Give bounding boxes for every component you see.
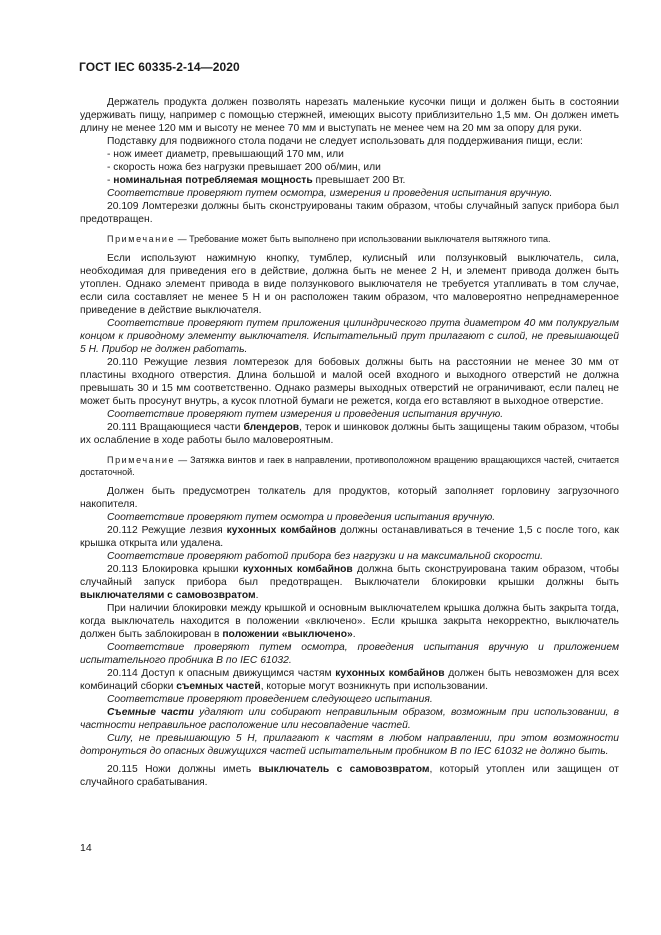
compliance-check-7: Соответствие проверяют проведением следующего испытания. (107, 694, 433, 705)
note-2: Примечание — Затяжка винтов и гаек в направлении, противоположном вращению вращающихся частей, считается достаточной. (80, 455, 619, 477)
paragraph-product-holder: Держатель продукта должен позволять нарезать маленькие кусочки пищи и должен быть в состоянии удерживать пищу, например с помощью стержней, имеющих высоту приблизительно 1,5 мм. Он должен иметь длину не менее 120 мм и высоту не менее 70 мм и выступать не менее чем на 20 мм за опору для руки. (80, 97, 619, 134)
paragraph-switch-force: Если используют нажимную кнопку, тумблер, кулисный или ползунковый выключатель, сила, необходимая для приведения его в действие, должна быть не менее 2 Н, и элемент привода должен быть утоплен. Однако элемент привода в виде ползункового выключателя не требуется утапливать в том случае, если сила составляет не менее 5 Н и он расположен таким образом, что маловероятно непреднамеренное приведение в действие выключателя. (80, 253, 619, 316)
term-self-resetting-switch: выключатель с самовозвратом (258, 764, 430, 775)
clause-20-109: 20.109 Ломтерезки должны быть сконструированы таким образом, чтобы случайный запуск прибора был предотвращен. (80, 201, 619, 225)
clause-20-112: 20.112 Режущие лезвия кухонных комбайнов должны останавливаться в течение 1,5 с после того, как крышка открыта или удалена. (80, 525, 620, 549)
compliance-check-3: Соответствие проверяют путем измерения и проведения испытания вручную. (107, 409, 504, 420)
list-item-rated-power: - номинальная потребляемая мощность превышает 200 Вт. (107, 175, 406, 186)
compliance-check-8: Съемные части удаляют или собирают неправильным образом, возможным при использовании, в частности неправильное расположение или несовпадение частей. (80, 707, 619, 731)
term-food-processors: кухонных комбайнов (242, 564, 353, 575)
term-rated-power: номинальная потребляемая мощность (113, 175, 313, 186)
compliance-check-2: Соответствие проверяют путем приложения цилиндрического прута диаметром 40 мм полукруглым концом к приводному элементу выключателя. Испытательный прут прилагают с силой, не превышающей 5 Н. Прибор не должен работать. (80, 318, 619, 355)
clause-20-111: 20.111 Вращающиеся части блендеров, терок и шинковок должны быть защищены таким образом, чтобы их ослабление в ходе работы было маловероятным. (80, 422, 619, 446)
term-food-processors: кухонных комбайнов (335, 668, 445, 679)
clause-20-115: 20.115 Ножи должны иметь выключатель с самовозвратом, который утоплен или защищен от случайного срабатывания. (80, 764, 619, 788)
clause-20-110: 20.110 Режущие лезвия ломтерезок для бобовых должны быть на расстоянии не менее 30 мм от пластины входного отверстия. Длина большой и малой осей входного и выходного отверстий не должна превышать 30 и 15 мм соответственно. Однако размеры выходных отверстий не ограничивают, если палец не может быть просунут внутрь, а кусок плотной бумаги не режется, когда его вставляют в выходное отверстие. (80, 357, 619, 407)
paragraph-feed-table: Подставку для подвижного стола подачи не следует использовать для поддерживания пищи, если: (107, 136, 583, 147)
clause-20-114: 20.114 Доступ к опасным движущимся частям кухонных комбайнов должен быть невозможен для всех комбинаций сборки съемных частей, которые могут возникнуть при использовании. (80, 668, 619, 692)
clause-20-113: 20.113 Блокировка крышки кухонных комбайнов должна быть сконструирована таким образом, чтобы случайный запуск прибора был предотвращен. Выключатели блокировки крышки должны быть выключателями с самовозвратом. (80, 564, 620, 601)
paragraph-pusher: Должен быть предусмотрен толкатель для продуктов, который заполняет горловину загрузочного накопителя. (80, 486, 619, 510)
term-self-resetting-switches: выключателями с самовозвратом (80, 590, 256, 601)
note-1: Примечание — Требование может быть выполнено при использовании выключателя вытяжного типа. (107, 234, 551, 244)
paragraph-interlock: При наличии блокировки между крышкой и основным выключателем крышка должна быть закрыта тогда, когда выключатель находится в положении «включено». Если крышка закрыта некорректно, выключатель должен быть заблокирован в положении «выключено». (80, 603, 619, 640)
term-food-processors: кухонных комбайнов (226, 525, 337, 536)
list-item-knife-speed: - скорость ножа без нагрузки превышает 200 об/мин, или (107, 162, 381, 173)
compliance-check-4: Соответствие проверяют путем осмотра и проведения испытания вручную. (107, 512, 496, 523)
standard-title: ГОСТ IEC 60335-2-14—2020 (79, 60, 240, 74)
compliance-check-6: Соответствие проверяют путем осмотра, проведения испытания вручную и приложением испытательного пробника B по IEC 61032. (80, 642, 619, 666)
term-blenders: блендеров (243, 422, 300, 433)
term-off-position: положении «выключено» (222, 629, 353, 640)
note-label: Примечание (107, 455, 176, 465)
list-item-knife-diameter: - нож имеет диаметр, превышающий 170 мм, или (107, 149, 344, 160)
term-detachable-parts: съемных частей (176, 681, 261, 692)
term-detachable-parts: Съемные части (107, 707, 194, 718)
compliance-check-9: Силу, не превышающую 5 Н, прилагают к частям в любом направлении, при этом возможности дотронуться до опасных движущихся частей испытательным пробником B по IEC 61032 не должно быть. (80, 733, 619, 757)
compliance-check-5: Соответствие проверяют работой прибора без нагрузки и на максимальной скорости. (107, 551, 544, 562)
page-number: 14 (80, 842, 92, 854)
compliance-check-1: Соответствие проверяют путем осмотра, измерения и проведения испытания вручную. (107, 188, 553, 199)
note-label: Примечание (107, 234, 176, 244)
